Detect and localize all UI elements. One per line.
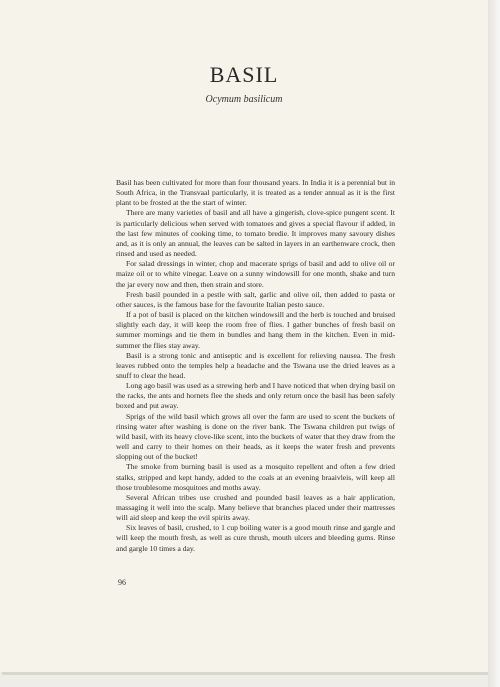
paragraph: Several African tribes use crushed and pounded basil leaves as a hair application, massaging it well into the scalp. Many believe that branches placed under their mattresses will aid sleep and keep the evil spirits away. (116, 492, 395, 523)
paragraph: The smoke from burning basil is used as a mosquito repellent and often a few dried stalks, stripped and kept handy, added to the coals at an evening braaivleis, will keep all those troublesome mosquitoes and moths away. (116, 462, 395, 492)
page-title: BASIL (209, 62, 279, 87)
paragraph: Basil is a strong tonic and antiseptic and is excellent for relieving nausea. The fresh leaves rubbed onto the temples help a headache and the Tswana use the dried leaves as a snuff to clear the head. (116, 350, 395, 380)
paragraph: Long ago basil was used as a strewing herb and I have noticed that when drying basil on the racks, the ants and hornets flee the sheds and only return once the basil has been safely boxed and put away. (116, 381, 395, 411)
paragraph: There are many varieties of basil and all have a gingerish, clove-spice pungent scent. It is particularly delicious when served with tomatoes and gives a special flavour if added, in the last few minutes of cooking time, to tomato bredie. It improves many savoury dishes and, as it is only an annual, the leaves can be salted in layers in an earthenware crock, then rinsed and used as needed. (116, 208, 395, 259)
paragraph: If a pot of basil is placed on the kitchen windowsill and the herb is touched and bruised slightly each day, it will keep the room free of flies. I gather bunches of fresh basil on summer mornings and tie them in bundles and hang them in the kitchen. Even in mid-summer the flies stay away. (116, 310, 395, 350)
paragraph: Fresh basil pounded in a pestle with salt, garlic and olive oil, then added to pasta or other sauces, is the famous base for the favourite Italian pesto sauce. (116, 289, 395, 309)
paragraph: For salad dressings in winter, chop and macerate sprigs of basil and add to olive oil or maize oil or to white vinegar. Leave on a sunny windowsill for one month, shake and turn the jar every now and then, then strain and store. (116, 259, 395, 289)
paragraph: Basil has been cultivated for more than four thousand years. In India it is a perennial but in South Africa, in the Transvaal particularly, it is treated as a tender annual as it is the first plant to be frosted at the the start of winter. (116, 178, 395, 208)
page-edge (488, 0, 500, 687)
body-text (116, 178, 395, 554)
paragraph: Six leaves of basil, crushed, to 1 cup boiling water is a good mouth rinse and gargle and will keep the mouth fresh, as well as cure thrush, mouth ulcers and bleeding gums. Rinse and gargle 10 times a day. (116, 523, 395, 553)
botanical-name: Ocymum basilicum (205, 94, 283, 105)
page-number: 96 (118, 578, 126, 587)
paragraph: Sprigs of the wild basil which grows all over the farm are used to scent the buckets of rinsing water after washing is done on the river bank. The Tswana children put twigs of wild basil, with its heavy clove-like scent, into the buckets of water that they draw from the well and carry to their homes on their heads, as it keeps the water fresh and prevents slopping out of the bucket! (116, 411, 395, 462)
